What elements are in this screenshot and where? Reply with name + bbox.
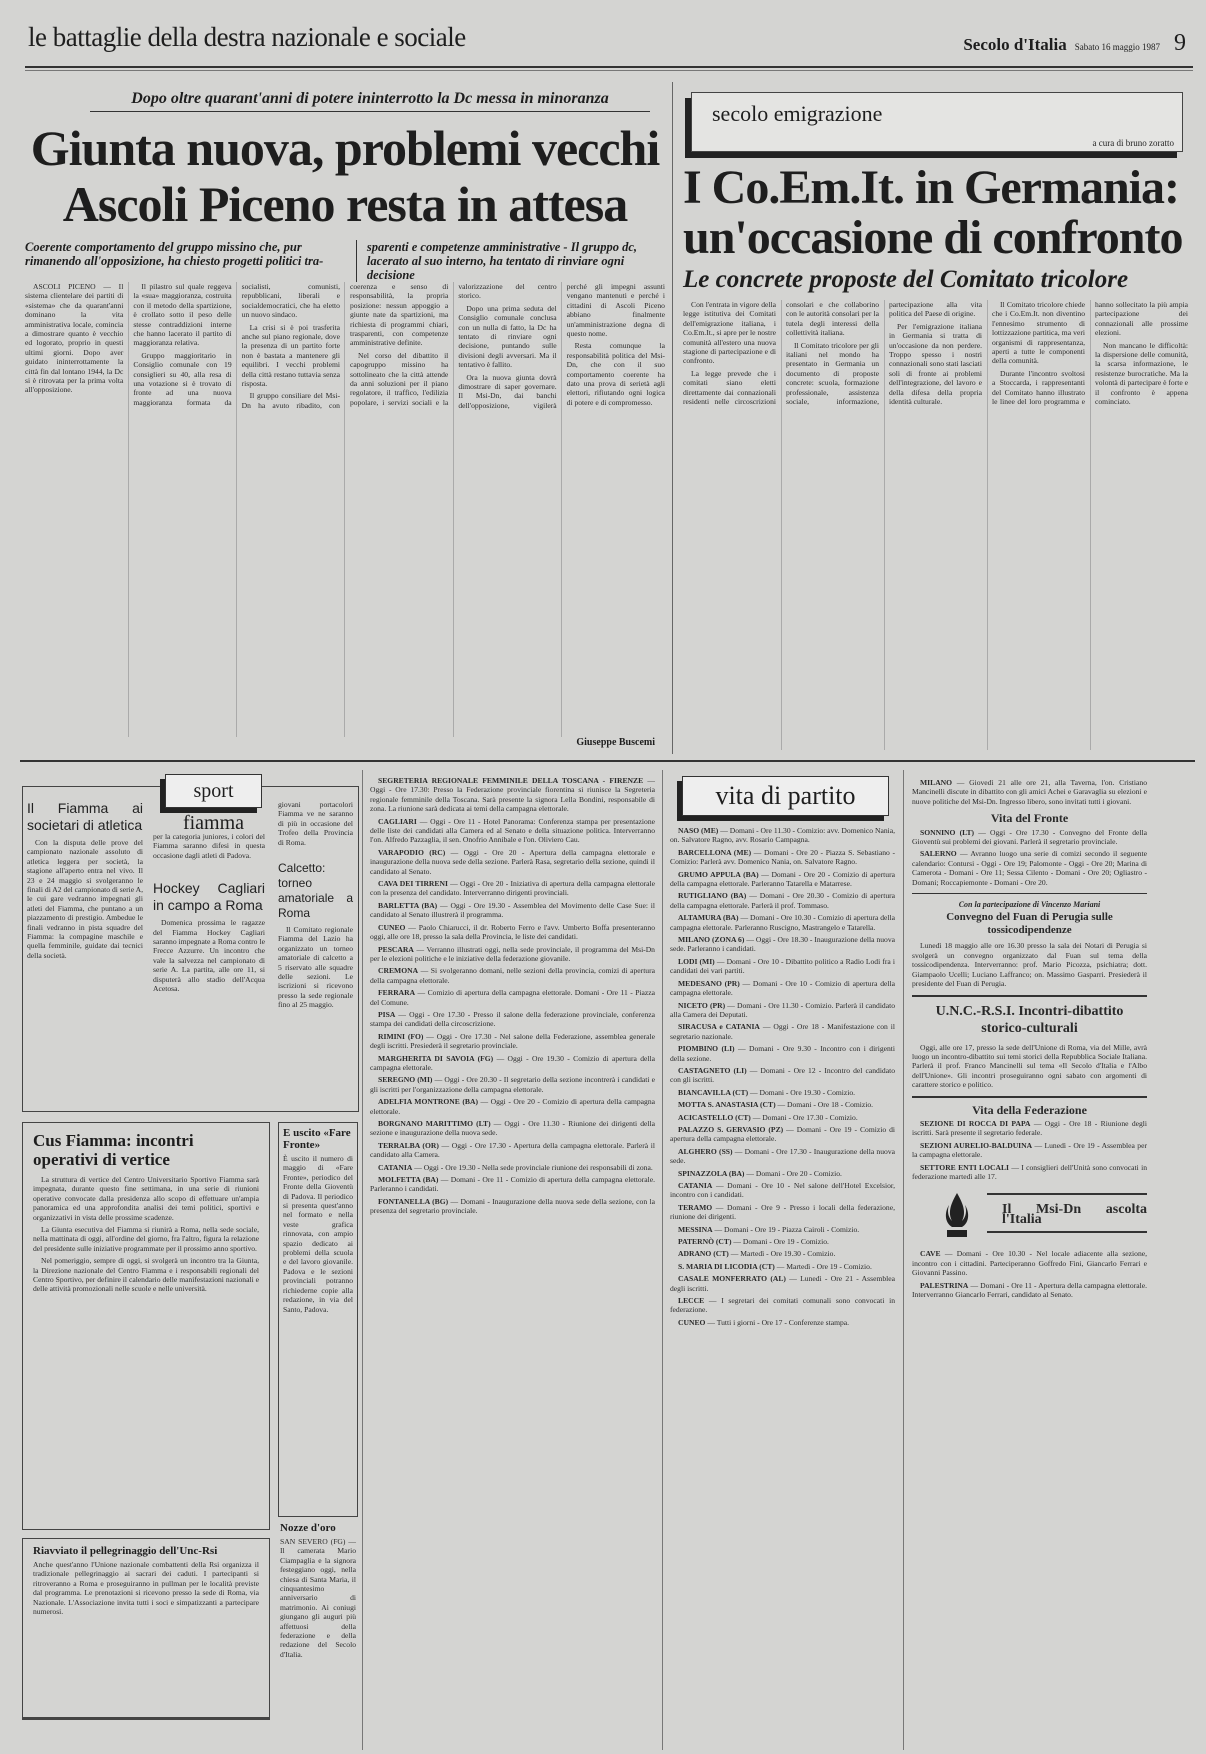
article-paragraph: Con l'entrata in vigore della legge istitutiva dei Comitati dell'emigrazione italiana, i Co.Em.It., si apre per le nostre comunità all'estero una nuova stagione di partecipazione e di confronto. — [683, 300, 776, 366]
item-text: Oggi - Ore 20.30 - Il segretario della sezione incontrerà i candidati e gli iscritti per l'organizzazione della campagna elettorale. — [370, 1075, 655, 1094]
listing-item: CATANIA — Domani - Ore 10 - Nel salone dell'Hotel Excelsior, incontro con i candidati. — [670, 1181, 895, 1200]
flame-logo-icon — [942, 1191, 972, 1239]
listing-item: PATERNÒ (CT) — Domani - Ore 19 - Comizio. — [678, 1237, 829, 1247]
item-place: PALESTRINA — [920, 1280, 969, 1290]
headline-line-2: Ascoli Piceno resta in attesa — [62, 176, 628, 232]
listing-item: PESCARA — Verranno illustrati oggi, nella sede provinciale, il programma del Msi-Dn per le elezioni politiche e le iniziative della federazione giovanile. — [370, 944, 655, 963]
federazione-title: Vita della Federazione — [972, 1102, 1087, 1117]
item-place: ACICASTELLO (CT) — [678, 1112, 751, 1122]
item-text: Domani - Ore 9 - Presso i locali della federazione, riunione dei dirigenti. — [670, 1202, 895, 1222]
ascolta-list — [912, 1249, 1147, 1299]
calcetto-intro: giovani portacolori Fiamma ve ne saranno di più in occasione del Trofeo della Provincia di Roma. — [278, 800, 353, 847]
item-place: ADELFIA MONTRONE (BA) — [378, 1097, 478, 1107]
article-deck — [25, 240, 665, 282]
listing-item: ADELFIA MONTRONE (BA) — Oggi - Ore 20 - Comizio di apertura della campagna elettorale. — [370, 1097, 655, 1116]
item-text: Lunedì - Ore 19 - Assemblea per la campagna elettorale. — [912, 1140, 1147, 1160]
item-place: RUTIGLIANO (BA) — [678, 891, 747, 901]
item-place: CATANIA — [678, 1181, 713, 1190]
item-text: Oggi - Ore 17.30: Presso la Federazione provinciale fiorentina si riunisce la Segreteria regionale femminile della Toscana. Sarà presente la signora Lella Bondini, responsabile di zona. La riunione sarà dedicata ai temi della campagna elettorale. — [370, 785, 655, 814]
item-place: CUNEO — [378, 922, 406, 932]
item-place: CREMONA — [378, 966, 419, 976]
listing-item: NICETO (PR) — Domani - Ore 11.30 - Comizio. Parlerà il candidato alla Camera dei Deputati. — [670, 1000, 896, 1019]
ascolta-banner — [912, 1189, 1147, 1241]
section-curator: a cura di bruno zoratto — [1092, 138, 1174, 148]
item-place: LECCE — [678, 1296, 705, 1306]
item-text: Oggi - Ore 18 - Manifestazione con il segretario nazionale. — [670, 1022, 895, 1041]
vita-fronte-title: Vita del Fronte — [990, 811, 1069, 826]
vita-partito-label: vita di partito — [682, 776, 889, 816]
listing-item: GRUMO APPULA (BA) — Domani - Ore 20 - Comizio di apertura della campagna elettorale. Parleranno Tatarella e Matarrese. — [670, 869, 895, 889]
item-text: Oggi - Ore 18 - Riunione degli iscritti. Sarà presente il segretario federale. — [912, 1118, 1148, 1138]
item-place: PALAZZO S. GERVASIO (PZ) — [678, 1124, 784, 1134]
listing-item: BORGNANO MARITTIMO (LT) — Oggi - Ore 11.30 - Riunione dei dirigenti della sezione e inaugurazione della nuova sede. — [370, 1119, 655, 1138]
fare-fronte-text: È uscito il numero di maggio di «Fare Fronte», periodico del Fronte della Gioventù di Padova. Il periodico si presenta quest'anno nel formato e nella veste grafica rinnovata, con ampio spazio dedicato ai problemi della scuola e del lavoro giovanile. Padova e le sezioni provinciali potranno richiederne copie alla redazione, in via del Santo, Padova. — [283, 1154, 353, 1314]
item-place: SONNINO (LT) — [920, 827, 975, 837]
item-text: Comizio di apertura della campagna elettorale. Domani - Ore 11 - Piazza del Comune. — [370, 988, 656, 1007]
listing-item: MEDESANO (PR) — Domani - Ore 10 - Comizio di apertura della campagna elettorale. — [670, 978, 895, 998]
listing-item: VARAPODIO (RC) — Oggi - Ore 20 - Apertura della campagna elettorale e inaugurazione della nuova sede della sezione. Parlerà Rasa, segretario della sezione, quindi il candidato al Senato. — [370, 847, 656, 876]
article-paragraph: Dopo una prima seduta del Consiglio comunale conclusa con un nulla di fatto, la Dc ha tentato di rinviare ogni decisione, puntando sulle divisioni degli avversari. Ma il tentativo è fallito. — [458, 303, 557, 370]
article-paragraph: Il Comitato tricolore per gli italiani nel mondo ha presentato in Germania un documento di proposte concrete: scuola, formazione professionale, assistenza sociale, informazione, partecipazione alla vita politica del Paese di origine. — [786, 300, 982, 407]
article-headline — [683, 163, 1193, 263]
listing-item: MOTTA S. ANASTASIA (CT) — Domani - Ore 18 - Comizio. — [678, 1100, 874, 1110]
listing-item: CUNEO — Tutti i giorni - Ore 17 - Conferenze stampa. — [678, 1317, 850, 1327]
article-paragraph: Gruppo maggioritario in Consiglio comunale con 19 consiglieri su 40, alla resa di una votazione si è trovato di fronte ad una nuova maggioranza formata da socialisti, comunisti, repubblicani, liberali e socialdemocratici, che ha eletto un nuovo sindaco. — [133, 282, 340, 407]
column-divider — [662, 770, 663, 1750]
listing-item: PISA — Oggi - Ore 17.30 - Presso il salone della federazione provinciale, conferenza stampa dei candidati della circoscrizione. — [370, 1009, 655, 1029]
item-place: SIRACUSA e CATANIA — [678, 1022, 760, 1032]
item-place: MESSINA — [678, 1224, 713, 1234]
vita-fronte-list — [912, 828, 1147, 887]
fare-fronte-title: E uscito «Fare Fronte» — [283, 1127, 351, 1151]
item-text: Oggi - Ore 17.30 - Apertura della campagna elettorale. Parlerà il candidato alla Camera. — [370, 1140, 656, 1160]
atletica-title: Il Fiamma ai societari di atletica — [27, 800, 143, 833]
pellegrinaggio-box — [22, 1538, 270, 1718]
divider — [912, 1096, 1147, 1098]
right-column — [912, 778, 1147, 1302]
listing-item: MILANO (ZONA 6) — Oggi - Ore 18.30 - Inaugurazione della nuova sede. Parleranno i candidati. — [670, 935, 896, 954]
listing-item: MARGHERITA DI SAVOIA (FG) — Oggi - Ore 19.30 - Comizio di apertura della campagna elettorale. — [370, 1053, 655, 1072]
item-text: Domani - Ore 11.30 - Comizio. Parlerà il candidato alla Camera dei Deputati. — [670, 1000, 896, 1019]
ascolta-title: Il Msi-Dn ascolta l'Italia — [1002, 1202, 1147, 1227]
listing-item: SEZIONI AURELIO-BALDUINA — Lunedì - Ore 19 - Assemblea per la campagna elettorale. — [912, 1140, 1147, 1160]
listing-item: S. MARIA DI LICODIA (CT) — Martedì - Ore 19 - Comizio. — [678, 1261, 872, 1271]
article-paragraph: Durante l'incontro svoltosi a Stoccarda, i rappresentanti del Comitato hanno illustrato le linee del loro programma e hanno sollecitato la più ampia partecipazione dei connazionali alle prossime elezioni. — [992, 300, 1188, 407]
item-place: MILANO — [920, 778, 953, 787]
uncrsi-text: Oggi, alle ore 17, presso la sede dell'Unione di Roma, via del Mille, avrà luogo un incontro-dibattito sui temi storici della Repubblica Sociale Italiana. Parlerà il prof. Franco Mancinelli sul tema «Il Secolo d'Italia e l'Albo dell'Unione». Gli incontri proseguiranno ogni sabato con argomenti di carattere storico e politico. — [912, 1042, 1147, 1090]
nozze-title: Nozze d'oro — [280, 1522, 336, 1534]
listing-item: FONTANELLA (BG) — Domani - Inaugurazione della nuova sede della sezione, con la presenza del segretario provinciale. — [370, 1196, 655, 1216]
item-text: Domani - Ore 12 - Incontro del candidato con gli iscritti. — [670, 1065, 896, 1085]
item-place: TERRALBA (OR) — [378, 1140, 439, 1150]
listing-item: SETTORE ENTI LOCALI — I consiglieri dell'Unità sono convocati in federazione martedì alle 17. — [912, 1162, 1147, 1181]
sport-section-label: sport fiamma — [165, 774, 262, 808]
item-place: FONTANELLA (BG) — [378, 1196, 449, 1206]
listing-item: ALGHERO (SS) — Domani - Ore 17.30 - Inaugurazione della nuova sede. — [670, 1146, 895, 1166]
section-title: le battaglie della destra nazionale e sociale — [28, 22, 466, 52]
calcetto-article — [278, 800, 353, 1013]
item-place: ALGHERO (SS) — [678, 1146, 733, 1156]
listing-item: RIMINI (FO) — Oggi - Ore 17.30 - Nel salone della Federazione, assemblea generale degli iscritti. Presiederà il segretario provinciale. — [370, 1031, 655, 1051]
item-text: Domani - Inaugurazione della nuova sede della sezione, con la presenza del segretario provinciale. — [370, 1196, 655, 1216]
listing-item: SONNINO (LT) — Oggi - Ore 17.30 - Convegno del Fronte della Gioventù sui problemi dei giovani. Parlerà il segretario provinciale. — [912, 827, 1148, 847]
listing-item: CASTAGNETO (LI) — Domani - Ore 12 - Incontro del candidato con gli iscritti. — [670, 1065, 896, 1085]
fuan-title: Convegno del Fuan di Perugia sulle tossicodipendenze — [946, 911, 1113, 937]
item-place: PATERNÒ (CT) — [678, 1237, 732, 1247]
column-divider — [362, 770, 363, 1750]
section-label: secolo emigrazione — [712, 101, 883, 126]
article-paragraph: Il Comitato tricolore chiede che i Co.Em.It. non diventino l'ennesimo strumento di lottizzazione partitica, ma veri organismi di rappresentanza, aperti a tutte le componenti della comunità. — [992, 300, 1085, 366]
listing-item: CUNEO — Paolo Chiarucci, il dr. Roberto Ferro e l'avv. Umberto Boffa presenteranno oggi, alle ore 18, presso la sala della Provincia, le liste dei candidati. — [370, 922, 656, 942]
item-place: SEREGNO (MI) — [378, 1075, 433, 1085]
item-text: Si svolgeranno domani, nelle sezioni della provincia, comizi di apertura della campagna elettorale. — [370, 966, 655, 985]
article-paragraph: ASCOLI PICENO — Il sistema clientelare dei partiti di «sistema» che da quarant'anni dominano la vita amministrativa locale, comincia a dimostrare quanto è vecchio ed logorato, proprio in questi ultimi giorni. Dopo aver guidato ininterrottamente la città fin dal lontano 1944, la Dc si è ritrovata per la prima volta all'opposizione. — [25, 282, 124, 395]
listing-item: LECCE — I segretari dei comitati comunali sono convocati in federazione. — [670, 1296, 895, 1315]
item-place: BARCELLONA (ME) — [678, 847, 752, 857]
listing-item: TERRALBA (OR) — Oggi - Ore 17.30 - Apertura della campagna elettorale. Parlerà il candidato alla Camera. — [370, 1140, 656, 1160]
item-place: FERRARA — [378, 988, 416, 998]
divider — [987, 1231, 1147, 1233]
article-paragraph: Resta comunque la responsabilità politica del Msi-Dn, che con il suo comportamento coerente ha dato una prova di serietà agli elettori, rifiutando ogni logica di potere e di compromesso. — [566, 341, 665, 407]
article-paragraph: La crisi si è poi trasferita anche sul piano regionale, dove la presenza di un partito forte non è bastata a mantenere gli equilibri. I vecchi problemi della città restano tuttavia senza risposta. — [241, 322, 340, 389]
item-text: Domani - Ore 20 - Piazza S. Sebastiano - Comizio: Parlerà avv. Domenico Nania, on. Salvatore Ragno. — [670, 847, 896, 867]
column-divider — [672, 82, 673, 754]
item-place: CAVE — [920, 1249, 941, 1259]
item-text: Martedì - Ore 19.30 - Comizio. — [740, 1249, 836, 1259]
listing-item: SEZIONE DI ROCCA DI PAPA — Oggi - Ore 18 - Riunione degli iscritti. Sarà presente il segretario federale. — [912, 1118, 1148, 1138]
listing-item: MOLFETTA (BA) — Domani - Ore 11 - Comizio di apertura della campagna elettorale. Parleranno i candidati. — [370, 1175, 656, 1194]
item-place: TERAMO — [678, 1202, 713, 1212]
cus-paragraph: La struttura di vertice del Centro Universitario Sportivo Fiamma sarà impegnata, durante questo fine settimana, in una serie di riunioni operative convocate dalla presidenza allo scopo di effettuare un'ampia panoramica ed una approfondita analisi dei temi politici, sportivi e organizzativi in vista delle prossime scadenze. — [33, 1175, 259, 1222]
pellegrinaggio-text: Anche quest'anno l'Unione nazionale combattenti della Rsi organizza il tradizionale pellegrinaggio ai sacrari dei caduti. I partecipanti si ritroveranno a Roma e proseguiranno in pullman per le località previste dal programma. Le prenotazioni si ricevono presso la sede di Roma, via Nazionale. L'Associazione invita tutti i soci e simpatizzanti a partecipare numerosi. — [33, 1560, 259, 1617]
item-place: RIMINI (FO) — [378, 1031, 424, 1041]
article-paragraph: Il gruppo consiliare del Msi-Dn ha avuto ribadito, con coerenza e senso di responsabilità, la propria posizione: nessun appoggio a giunte nate da spartizioni, ma richiesta di programmi chiari, trasparenti, con competenze amministrative definite. — [241, 282, 449, 410]
item-place: PISA — [378, 1009, 396, 1019]
item-place: NICETO (PR) — [678, 1000, 726, 1010]
federazione-list — [912, 1119, 1147, 1181]
item-text: Paolo Chiarucci, il dr. Roberto Ferro e l'avv. Umberto Boffa presenteranno oggi, alle ore 18, presso la sala della Provincia, le liste dei candidati. — [370, 922, 656, 942]
issue-date: Sabato 16 maggio 1987 — [1074, 42, 1160, 52]
middle-listings — [370, 776, 655, 1219]
article-body — [683, 300, 1188, 750]
cus-paragraph: Nel pomeriggio, sempre di oggi, si svolgerà un incontro tra la Giunta, la Direzione nazionale del Centro Fiamma e i responsabili regionali del Centro Sportivo, per definire il calendario delle manifestazioni nazionali e delle attività promozionali nelle scuole e nelle università. — [33, 1256, 259, 1294]
item-place: MARGHERITA DI SAVOIA (FG) — [378, 1053, 494, 1063]
item-text: Oggi - Ore 17.30 - Nel salone della Federazione, assemblea generale degli iscritti. Presiederà il segretario provinciale. — [370, 1031, 655, 1051]
listing-item: CAVE — Domani - Ore 10.30 - Nel locale adiacente alla sezione, incontro con i cittadini. Parteciperanno Goffredo Fini, Giancarlo Ferrari e Giovanni Passino. — [912, 1249, 1148, 1278]
item-text: Domani - Ore 17.30 - Comizio. — [762, 1112, 858, 1122]
item-text: Oggi - Ore 18.30 - Inaugurazione della nuova sede. Parleranno i candidati. — [670, 935, 896, 954]
listing-item: ALTAMURA (BA) — Domani - Ore 10.30 - Comizio di apertura della campagna elettorale. Parleranno Ruscigno, Mastrangelo e Tatarella. — [670, 913, 896, 932]
ascoli-article — [25, 82, 665, 752]
item-text: Domani - Ore 20.30 - Comizio di apertura della campagna elettorale. Parlerà il prof. Tommaso. — [670, 891, 896, 910]
milano-item: MILANO — Giovedì 21 alle ore 21, alla Taverna, l'on. Cristiano Mancinelli discute in dibattito con gli amici Achei e Garavaglia su elezioni e nuove politiche del Msi-Dn. Ingresso libero, sono invitati tutti i giovani. — [912, 778, 1147, 806]
pellegrinaggio-title: Riavviato il pellegrinaggio dell'Unc-Rsi — [33, 1545, 218, 1557]
fare-fronte-box — [278, 1122, 358, 1517]
header-rule-thin — [25, 70, 1193, 71]
newspaper-name: Secolo d'Italia — [963, 35, 1067, 54]
nozze-text: SAN SEVERO (FG) — Il camerata Mario Ciampaglia e la signora festeggiano oggi, nella chiesa di Santa Maria, il cinquantesimo anniversario di matrimonio. Ai coniugi giungano gli auguri più affettuosi della federazione e della redazione del Secolo d'Italia. — [280, 1537, 356, 1659]
listing-item: PIOMBINO (LI) — Domani - Ore 9.30 - Incontro con i dirigenti della sezione. — [670, 1044, 896, 1063]
cus-title: Cus Fiamma: incontri operativi di vertice — [33, 1131, 194, 1169]
item-place: BORGNANO MARITTIMO (LT) — [378, 1119, 491, 1128]
listing-item: RUTIGLIANO (BA) — Domani - Ore 20.30 - Comizio di apertura della campagna elettorale. Parlerà il prof. Tommaso. — [670, 891, 896, 910]
item-text: I consiglieri dell'Unità sono convocati in federazione martedì alle 17. — [912, 1162, 1147, 1181]
section-header-box — [691, 92, 1183, 152]
listing-item: CAVA DEI TIRRENI — Oggi - Ore 20 - Iniziativa di apertura della campagna elettorale con la presenza del candidato. Interverranno dirigenti provinciali. — [370, 879, 655, 898]
item-place: CAGLIARI — [378, 816, 417, 826]
item-place: SPINAZZOLA (BA) — [678, 1168, 745, 1178]
item-place: BIANCAVILLA (CT) — [678, 1087, 749, 1097]
item-text: Domani - Ore 19 - Comizio di apertura della campagna elettorale. — [670, 1124, 896, 1144]
page-number: 9 — [1174, 30, 1186, 56]
item-text: Domani - Ore 20 - Comizio di apertura della campagna elettorale. Parleranno Tatarella e Matarrese. — [670, 869, 895, 889]
listing-item: ADRANO (CT) — Martedì - Ore 19.30 - Comizio. — [678, 1249, 836, 1259]
headline-line-1: I Co.Em.It. in Germania: — [683, 161, 1179, 214]
item-text: Domani - Ore 11 - Comizio di apertura della campagna elettorale. Parleranno i candidati. — [370, 1175, 656, 1194]
hockey-intro: per la categoria juniores, i colori del Fiamma saranno difesi in questa occasione dagli atleti di Padova. — [153, 832, 265, 860]
item-place: BARLETTA (BA) — [378, 900, 438, 910]
item-text: Martedì - Ore 19 - Comizio. — [786, 1261, 872, 1271]
item-text: Domani - Ore 11 - Apertura della campagna elettorale. Interverranno Giancarlo Ferrari, candidato al Senato. — [912, 1280, 1147, 1299]
item-text: Domani - Ore 10 - Dibattito politico a Radio Lodi fra i candidati dei vari partiti. — [670, 956, 895, 976]
item-text: Domani - Ore 19 - Piazza Cairoli - Comizio. — [724, 1224, 860, 1234]
listing-item: CASALE MONFERRATO (AL) — Lunedì - Ore 21 - Assemblea degli iscritti. — [670, 1274, 896, 1293]
article-byline: Giuseppe Buscemi — [576, 737, 655, 748]
item-text: Oggi - Ore 11.30 - Riunione dei dirigenti della sezione e inaugurazione della nuova sede. — [370, 1119, 655, 1138]
item-place: SEZIONE DI ROCCA DI PAPA — [920, 1118, 1031, 1128]
calcetto-title: Calcetto: torneo amatoriale a Roma — [278, 861, 353, 921]
atletica-text: Con la disputa delle prove del campionato nazionale assoluto di atletica leggera per società, la stagione all'aperto entra nel vivo. Il 23 e 24 maggio si svolgeranno le finali di A2 del campionato di serie A, le cui gare vedranno impegnati gli atleti del Fiamma, che puntano a un piazzamento di prestigio. Ambedue le finali vedranno in pista squadre del Fiamma: la compagine maschile e quella femminile, guidate dai tecnici della società. — [27, 838, 143, 960]
listing-item: CAGLIARI — Oggi - Ore 11 - Hotel Panorama: Conferenza stampa per presentazione delle liste dei candidati alla Camera ed al Senato e della situazione politica. Interverranno l'on. Alfredo Pazzaglia, il sen. Onofrio Annibale e l'on. Oliviero Cau. — [370, 816, 656, 845]
nozze-article — [280, 1522, 356, 1659]
listing-item: FERRARA — Comizio di apertura della campagna elettorale. Domani - Ore 11 - Piazza del Comune. — [370, 988, 656, 1007]
article-paragraph: La legge prevede che i comitati siano eletti direttamente dai connazionali residenti nelle circoscrizioni consolari e che collaborino con le autorità consolari per la tutela degli interessi della collettività italiana. — [683, 300, 879, 407]
item-text: Oggi - Ore 11 - Hotel Panorama: Conferenza stampa per presentazione delle liste dei candidati alla Camera ed al Senato e della situazione politica. Interverranno l'on. Alfredo Pazzaglia, il sen. Onofrio Annibale e l'on. Oliviero Cau. — [370, 816, 656, 845]
listing-item: PALAZZO S. GERVASIO (PZ) — Domani - Ore 19 - Comizio di apertura della campagna elettorale. — [670, 1124, 896, 1144]
listing-item: SEREGNO (MI) — Oggi - Ore 20.30 - Il segretario della sezione incontrerà i candidati e gli iscritti per l'organizzazione della campagna elettorale. — [370, 1075, 655, 1094]
item-place: LODI (MI) — [678, 956, 715, 966]
listing-item: LODI (MI) — Domani - Ore 10 - Dibattito politico a Radio Lodi fra i candidati dei vari partiti. — [670, 956, 895, 976]
listing-item: CATANIA — Oggi - Ore 19.30 - Nella sede provinciale riunione dei responsabili di zona. — [378, 1162, 653, 1172]
item-place: CUNEO — [678, 1317, 706, 1327]
item-text: Oggi - Ore 20 - Apertura della campagna elettorale e inaugurazione della nuova sede della sezione. Parlerà Rasa, segretario della sezione, quindi il candidato al Senato. — [370, 847, 656, 876]
listing-item: TERAMO — Domani - Ore 9 - Presso i locali della federazione, riunione dei dirigenti. — [670, 1202, 895, 1222]
article-paragraph: Il pilastro sul quale reggeva la «sua» maggioranza, costruita con il metodo della spartizione, è crollato sotto il peso delle stesse contraddizioni interne che hanno lacerato il partito di maggioranza relativa. — [133, 282, 232, 348]
atletica-article — [27, 800, 143, 963]
item-text: Verranno illustrati oggi, nella sede provinciale, il programma del Msi-Dn per le elezioni politiche e le iniziative della federazione giovanile. — [370, 944, 655, 963]
item-place: SEZIONI AURELIO-BALDUINA — [920, 1140, 1033, 1150]
item-text: Domani - Ore 11.30 - Comizio: avv. Domenico Nania, on. Salvatore Ragno, avv. Rosario Campagna. — [670, 826, 895, 845]
item-text: Avranno luogo una serie di comizi secondo il seguente calendario: Contursi - Oggi - Ore 19; Palomonte - Oggi - Ore 20; Marina di Camerota - Domani - Ore 11; Sessa Cilento - Domani - Ore 20; Ogliastro - Domani; Roccapiemonte - Domani - Ore 20. — [912, 849, 1147, 887]
item-text: Giovedì 21 alle ore 21, alla Taverna, l'on. Cristiano Mancinelli discute in dibattito con gli amici Achei e Garavaglia su elezioni e nuove politiche del Msi-Dn. Ingresso libero, sono invitati tutti i giovani. — [912, 778, 1147, 806]
listing-item: BARCELLONA (ME) — Domani - Ore 20 - Piazza S. Sebastiano - Comizio: Parlerà avv. Domenico Nania, on. Salvatore Ragno. — [670, 847, 896, 867]
hockey-article — [153, 832, 265, 996]
masthead-info — [963, 30, 1186, 57]
article-paragraph: Nel corso del dibattito il capogruppo missino ha sottolineato che la città attende da anni soluzioni per il piano regolatore, il traffico, l'edilizia popolare, i servizi sociali e la valorizzazione del centro storico. — [349, 282, 557, 407]
deck-right: sparenti e competenze amministrative - Il gruppo dc, lacerato al suo interno, ha tentato di rinviare ogni decisione — [366, 240, 638, 282]
cus-box — [22, 1122, 270, 1530]
item-place: SETTORE ENTI LOCALI — [920, 1162, 1009, 1172]
item-place: VARAPODIO (RC) — [378, 847, 446, 857]
listing-item: BIANCAVILLA (CT) — Domani - Ore 19.30 - Comizio. — [678, 1087, 856, 1097]
listing-item: SEGRETERIA REGIONALE FEMMINILE DELLA TOSCANA - FIRENZE — Oggi - Ore 17.30: Presso la Federazione provinciale fiorentina si riunisce la Segreteria regionale femminile della Toscana. Sarà presente la signora Lella Bondini, responsabile di zona. La riunione sarà dedicata ai temi della campagna elettorale. — [370, 776, 655, 814]
item-place: CASTAGNETO (LI) — [678, 1065, 747, 1075]
column-divider — [903, 770, 904, 1750]
listing-item: MESSINA — Domani - Ore 19 - Piazza Cairoli - Comizio. — [678, 1224, 860, 1234]
cus-body — [33, 1175, 259, 1294]
vita-partito-listings — [670, 826, 895, 1330]
item-text: Domani - Ore 18 - Comizio. — [787, 1100, 874, 1110]
emigrazione-article — [683, 88, 1193, 753]
item-place: PESCARA — [378, 944, 414, 954]
item-place: S. MARIA DI LICODIA (CT) — [678, 1261, 775, 1271]
headline-line-1: Giunta nuova, problemi vecchi — [30, 120, 660, 176]
item-text: Domani - Ore 10 - Nel salone dell'Hotel Excelsior, incontro con i candidati. — [670, 1181, 895, 1200]
listing-item: SALERNO — Avranno luogo una serie di comizi secondo il seguente calendario: Contursi - Oggi - Ore 19; Palomonte - Oggi - Ore 20; Marina di Camerota - Domani - Ore 11; Sessa Cilento - Domani - Ore 20; Ogliastro - Domani; Roccapiemonte - Domani - Ore 20. — [912, 849, 1147, 887]
article-paragraph: Non mancano le difficoltà: la dispersione delle comunità, la scarsa informazione, le resistenze burocratiche. Ma la volontà di partecipare è forte e il confronto è appena cominciato. — [1095, 340, 1188, 407]
item-text: Oggi - Ore 17.30 - Presso il salone della federazione provinciale, conferenza stampa dei candidati della circoscrizione. — [370, 1009, 655, 1029]
listing-item: PALESTRINA — Domani - Ore 11 - Apertura della campagna elettorale. Interverranno Giancarlo Ferrari, candidato al Senato. — [912, 1280, 1147, 1299]
item-place: NASO (ME) — [678, 826, 719, 835]
listing-item: ACICASTELLO (CT) — Domani - Ore 17.30 - Comizio. — [678, 1112, 858, 1122]
hockey-title: Hockey Cagliari in campo a Roma — [153, 880, 265, 914]
listing-item: SIRACUSA e CATANIA — Oggi - Ore 18 - Manifestazione con il segretario nazionale. — [670, 1022, 895, 1041]
item-text: Tutti i giorni - Ore 17 - Conferenze stampa. — [716, 1317, 850, 1327]
listing-item: SPINAZZOLA (BA) — Domani - Ore 20 - Comizio. — [678, 1168, 842, 1178]
item-text: Lunedì - Ore 21 - Assemblea degli iscritti. — [670, 1274, 896, 1293]
article-paragraph: Ora la nuova giunta dovrà dimostrare di saper governare. Il Msi-Dn, dai banchi dell'opposizione, vigilerà perché gli impegni assunti vengano mantenuti e perché i cittadini di Ascoli Piceno abbiano finalmente un'amministrazione degna di questo nome. — [458, 282, 665, 410]
item-text: Domani - Ore 19 - Comizio. — [742, 1237, 829, 1247]
headline-line-2: un'occasione di confronto — [683, 211, 1183, 264]
article-subhead: Le concrete proposte del Comitato tricolore — [683, 266, 1129, 293]
header-rule — [25, 66, 1193, 68]
item-place: MILANO (ZONA 6) — [678, 935, 745, 945]
article-body — [25, 282, 665, 737]
listing-item: BARLETTA (BA) — Oggi - Ore 19.30 - Assemblea del Movimento delle Case Sue: il candidato al Senato illustrerà il programma. — [370, 900, 655, 920]
listing-item: CREMONA — Si svolgeranno domani, nelle sezioni della provincia, comizi di apertura della campagna elettorale. — [370, 966, 655, 985]
item-text: Oggi - Ore 17.30 - Convegno del Fronte della Gioventù sui problemi dei giovani. Parlerà il segretario provinciale. — [912, 827, 1148, 847]
article-paragraph: Per l'emigrazione italiana in Germania si tratta di un'occasione da non perdere. Troppo spesso i nostri connazionali sono stati lasciati soli di fronte ai problemi dell'integrazione, del lavoro e della difesa della propria identità culturale. — [889, 321, 982, 407]
divider — [987, 1193, 1147, 1195]
item-place: ALTAMURA (BA) — [678, 913, 739, 923]
item-place: CATANIA — [378, 1162, 413, 1172]
item-text: Oggi - Ore 19.30 - Comizio di apertura della campagna elettorale. — [370, 1053, 655, 1072]
item-text: Oggi - Ore 19.30 - Nella sede provinciale riunione dei responsabili di zona. — [423, 1162, 653, 1172]
item-place: MOLFETTA (BA) — [378, 1175, 439, 1185]
item-place: SEGRETERIA REGIONALE FEMMINILE DELLA TOSCANA - FIRENZE — [378, 776, 644, 785]
item-text: Domani - Ore 9.30 - Incontro con i dirigenti della sezione. — [670, 1044, 896, 1063]
item-text: I segretari dei comitati comunali sono convocati in federazione. — [670, 1296, 895, 1315]
item-place: MEDESANO (PR) — [678, 978, 740, 988]
item-place: CAVA DEI TIRRENI — [378, 879, 448, 889]
item-place: PIOMBINO (LI) — [678, 1044, 735, 1054]
article-kicker: Dopo oltre quarant'anni di potere ininterrotto la Dc messa in minoranza — [90, 90, 650, 112]
fuan-text: Lunedì 18 maggio alle ore 16.30 presso la sala dei Notari di Perugia si svolgerà un convegno organizzato dal Fuan sul tema della tossicodipendenza. Interverranno: prof. Mario Picozza, psichiatra; dott. Giampaolo Ucelli; Luciano Laffranco; on. Massimo Gasparri. Presiederà il presidente del Fuan di Perugia. — [912, 941, 1147, 989]
item-place: SALERNO — [920, 849, 957, 859]
calcetto-text: Il Comitato regionale Fiamma del Lazio ha organizzato un torneo amatoriale di calcetto a 5 riservato alle squadre delle sezioni. Le iscrizioni si ricevono presso la sede regionale fino al 25 maggio. — [278, 925, 353, 1010]
item-text: Oggi - Ore 20 - Iniziativa di apertura della campagna elettorale con la presenza del candidato. Interverranno dirigenti provinciali. — [370, 879, 655, 898]
fuan-kicker: Con la partecipazione di Vincenzo Mariani — [958, 900, 1101, 910]
item-place: ADRANO (CT) — [678, 1249, 729, 1259]
item-text: Oggi - Ore 19.30 - Assemblea del Movimento delle Case Sue: il candidato al Senato illustrerà il programma. — [370, 900, 655, 920]
cus-paragraph: La Giunta esecutiva del Fiamma si riunirà a Roma, nella sede sociale, nella mattinata di oggi, all'ordine del giorno, fra l'altro, figura la relazione del presidente sulle iniziative programmate per il prossimo anno sportivo. — [33, 1225, 259, 1253]
page-divider — [20, 760, 1195, 762]
item-place: CASALE MONFERRATO (AL) — [678, 1274, 786, 1284]
article-headline — [25, 120, 665, 232]
listing-item: NASO (ME) — Domani - Ore 11.30 - Comizio: avv. Domenico Nania, on. Salvatore Ragno, avv. Rosario Campagna. — [670, 826, 895, 845]
item-place: MOTTA S. ANASTASIA (CT) — [678, 1100, 776, 1110]
item-text: Domani - Ore 19.30 - Comizio. — [759, 1087, 856, 1097]
item-text: Domani - Ore 10 - Comizio di apertura della campagna elettorale. — [670, 978, 895, 998]
item-text: Oggi - Ore 20 - Comizio di apertura della campagna elettorale. — [370, 1097, 655, 1116]
divider — [912, 893, 1147, 894]
uncrsi-title: U.N.C.-R.S.I. Incontri-dibattito storico-culturali — [935, 1003, 1124, 1036]
item-place: GRUMO APPULA (BA) — [678, 869, 759, 879]
item-text: Domani - Ore 20 - Comizio. — [755, 1168, 842, 1178]
item-text: Domani - Ore 10.30 - Nel locale adiacente alla sezione, incontro con i cittadini. Parteciperanno Goffredo Fini, Giancarlo Ferrari e Giovanni Passino. — [912, 1249, 1148, 1278]
item-text: Domani - Ore 10.30 - Comizio di apertura della campagna elettorale. Parleranno Ruscigno, Mastrangelo e Tatarella. — [670, 913, 896, 932]
deck-left: Coerente comportamento del gruppo missino che, pur rimanendo all'opposizione, ha chiesto progetti politici tra- — [25, 240, 357, 282]
item-text: Domani - Ore 17.30 - Inaugurazione della nuova sede. — [670, 1146, 895, 1166]
divider — [912, 995, 1147, 997]
hockey-text: Domenica prossima le ragazze del Fiamma Hockey Cagliari saranno impegnate a Roma contro le Frecce Azzurre. Un incontro che vale la salvezza nel campionato di serie A. La partita, alle ore 11, si disputerà allo stadio dell'Acqua Acetosa. — [153, 918, 265, 994]
